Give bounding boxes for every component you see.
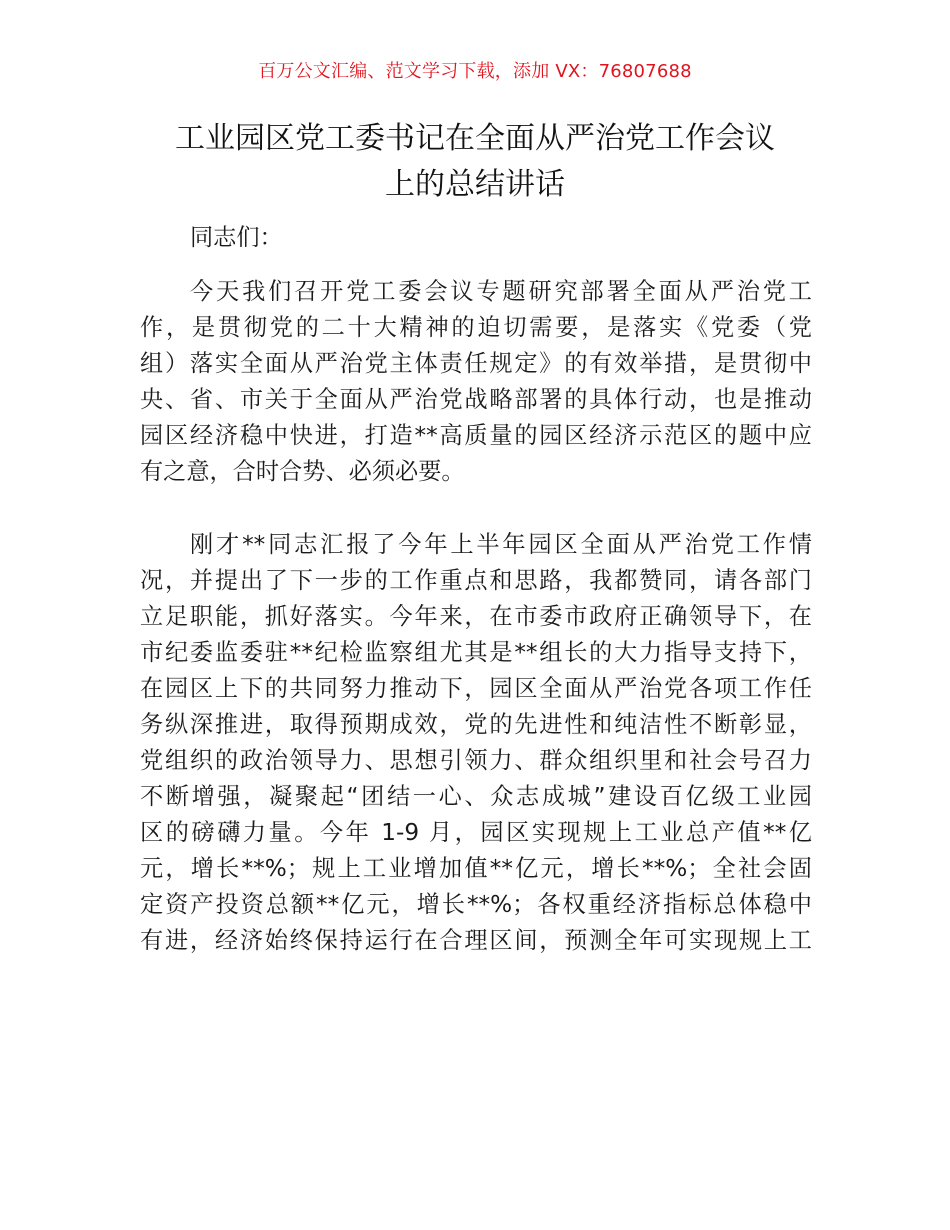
text-line: 有进，经济始终保持运行在合理区间，预测全年可实现规上工 [140, 927, 812, 954]
text-line: 党组织的政治领导力、思想引领力、群众组织里和社会号召力 [140, 747, 812, 774]
text-line: 市纪委监委驻**纪检监察组尤其是**组长的大力指导支持下， [140, 639, 812, 666]
text-line: 元，增长**%；规上工业增加值**亿元，增长**%；全社会固 [140, 855, 812, 882]
text-line: 刚才**同志汇报了今年上半年园区全面从严治党工作情 [190, 531, 812, 558]
text-line: 今天我们召开党工委会议专题研究部署全面从严治党工 [190, 278, 812, 305]
text-line: 有之意，合时合势、必须必要。 [140, 458, 465, 485]
paragraph-2 [140, 527, 812, 959]
watermark-banner: 百万公文汇编、范文学习下载，添加 VX：76807688 [258, 61, 692, 82]
text-line: 央、省、市关于全面从严治党战略部署的具体行动，也是推动 [140, 386, 812, 413]
text-line: 作，是贯彻党的二十大精神的迫切需要，是落实《党委（党 [140, 314, 812, 341]
title-line: 工业园区党工委书记在全面从严治党工作会议 [175, 121, 775, 156]
salutation: 同志们： [190, 224, 283, 251]
title-line: 上的总结讲话 [385, 167, 565, 202]
text-line: 立足职能，抓好落实。今年来，在市委市政府正确领导下，在 [140, 603, 812, 630]
paragraph-1 [140, 274, 812, 490]
text-line: 在园区上下的共同努力推动下，园区全面从严治党各项工作任 [140, 675, 812, 702]
text-line: 务纵深推进，取得预期成效，党的先进性和纯洁性不断彰显， [140, 711, 812, 738]
text-line: 园区经济稳中快进，打造**高质量的园区经济示范区的题中应 [140, 422, 812, 449]
document-title [120, 116, 830, 208]
text-line: 定资产投资总额**亿元，增长**%；各权重经济指标总体稳中 [140, 891, 812, 918]
text-line: 不断增强，凝聚起“团结一心、众志成城”建设百亿级工业园 [140, 783, 812, 810]
text-line: 区的磅礴力量。今年 1-9 月，园区实现规上工业总产值**亿 [140, 819, 812, 846]
text-line: 况，并提出了下一步的工作重点和思路，我都赞同，请各部门 [140, 567, 812, 594]
text-line: 组）落实全面从严治党主体责任规定》的有效举措，是贯彻中 [140, 350, 812, 377]
